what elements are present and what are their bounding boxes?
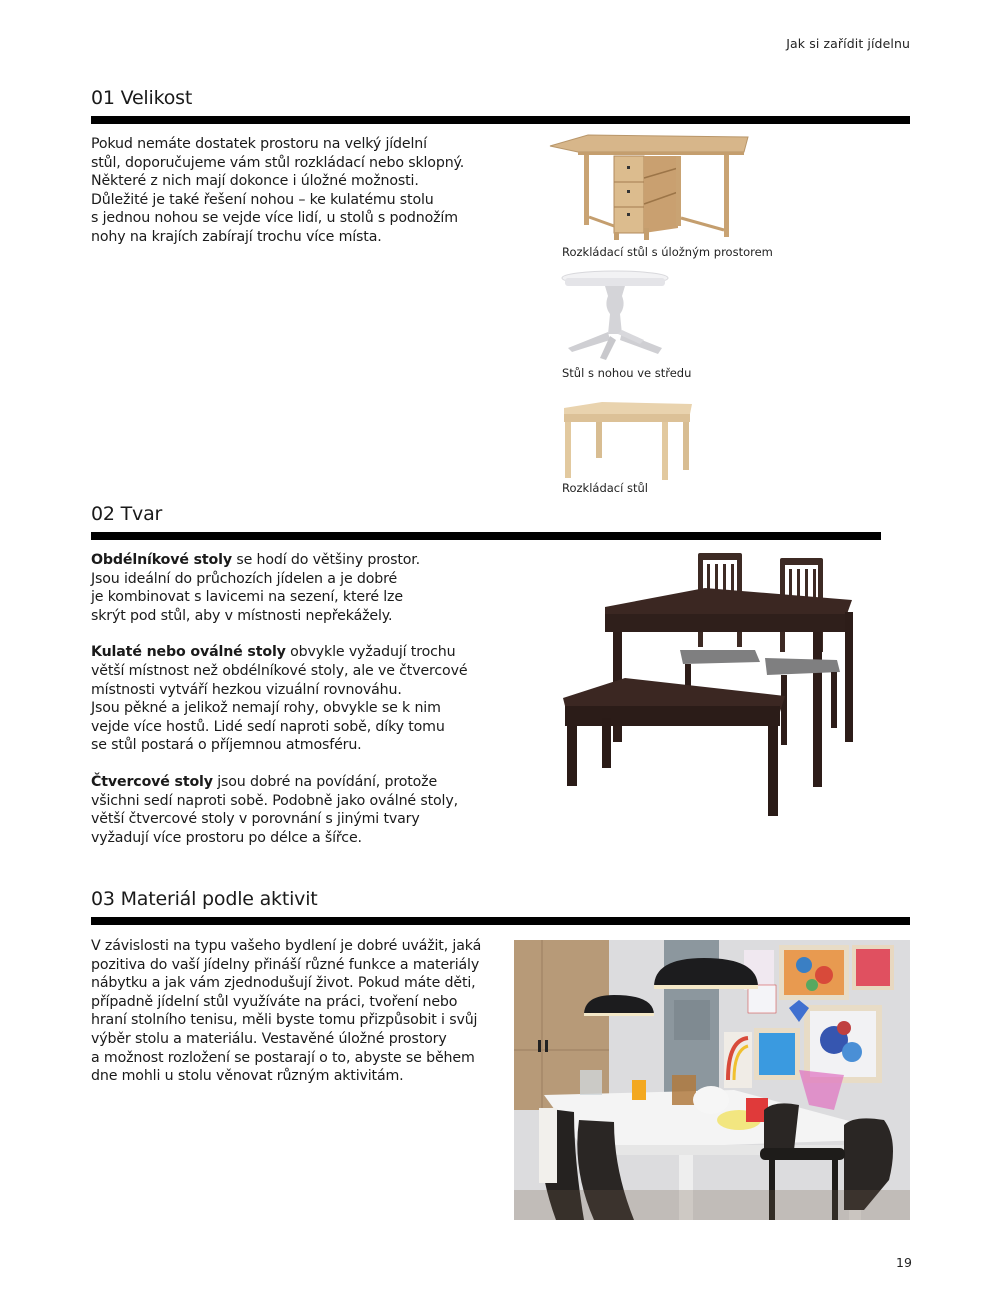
paragraph-rectangular-tables <box>91 551 467 625</box>
section-title-material: 03 Materiál podle aktivit <box>91 888 318 910</box>
body-line: V závislosti na typu vašeho bydlení je dobré uvážit, jaká <box>91 938 482 954</box>
body-line: Jsou ideální do průchozích jídelen a je dobré <box>91 570 398 587</box>
body-line: vejde více hostů. Lidé sedí naproti sobě, díky tomu <box>91 718 445 735</box>
body-line: Některé z nich mají dokonce i úložné možnosti. <box>91 173 419 190</box>
paragraph-square-tables <box>91 773 467 847</box>
section-body-velikost <box>91 135 464 247</box>
bold-term: Obdélníkové stoly <box>91 552 232 568</box>
body-line-rest: jsou dobré na povídání, protože <box>212 773 438 790</box>
body-line <box>91 551 467 570</box>
body-line: a možnost rozložení se postarají o to, abyste se během <box>91 1049 475 1066</box>
body-line: s jednou nohou se vejde více lidí, u stolů s podnožím <box>91 210 458 227</box>
section-body-material <box>91 937 481 1086</box>
extendable-table-icon <box>562 400 697 480</box>
body-line-rest: se hodí do většiny prostor. <box>231 552 421 568</box>
dining-room-photo-icon <box>514 940 910 1220</box>
body-line: větší čtvercové stoly v porovnání s jinými tvary <box>91 811 420 828</box>
dining-set-image <box>555 550 855 820</box>
body-line: výběr stolu a materiálu. Vestavěné úložné prostory <box>91 1030 447 1047</box>
image-caption: Stůl s nohou ve středu <box>562 366 692 380</box>
extendable-table-image <box>562 400 697 480</box>
bold-term: Čtvercové stoly <box>91 773 213 790</box>
body-line: případně jídelní stůl využíváte na práci, tvoření nebo <box>91 993 458 1010</box>
body-line: je kombinovat s lavicemi na sezení, které lze <box>91 589 403 606</box>
body-line <box>91 773 467 792</box>
running-header: Jak si zařídit jídelnu <box>786 36 910 51</box>
section-rule <box>91 532 881 540</box>
pedestal-table-icon <box>560 270 670 362</box>
body-line: pozitiva do vaší jídelny přináší různé funkce a materiály <box>91 956 480 973</box>
dining-set-icon <box>555 550 855 820</box>
body-line: všichni sedí naproti sobě. Podobně jako oválné stoly, <box>91 792 458 809</box>
body-line: nábytku a jak vám zjednodušují život. Pokud máte děti, <box>91 975 476 992</box>
section-title-tvar: 02 Tvar <box>91 503 163 525</box>
section-rule <box>91 917 910 925</box>
pedestal-table-image <box>560 270 670 362</box>
page-number: 19 <box>896 1255 912 1270</box>
body-line: nohy na krajích zabírají trochu více místa. <box>91 228 382 245</box>
image-caption: Rozkládací stůl <box>562 481 648 495</box>
section-title-velikost: 01 Velikost <box>91 87 193 109</box>
body-line: stůl, doporučujeme vám stůl rozkládací nebo sklopný. <box>91 154 465 171</box>
gateleg-table-image <box>548 132 758 242</box>
body-line: dne mohli u stolu věnovat různým aktivitám. <box>91 1068 404 1085</box>
section-body-tvar <box>91 551 467 865</box>
body-line: Pokud nemáte dostatek prostoru na velký jídelní <box>91 136 427 152</box>
body-line: Jsou pěkné a jelikož nemají rohy, obvykle se k nim <box>91 700 441 717</box>
body-line: Důležité je také řešení nohou – ke kulatému stolu <box>91 191 434 208</box>
body-line <box>91 643 467 662</box>
body-line-rest: obvykle vyžadují trochu <box>285 644 456 661</box>
body-line: místnosti vytváří hezkou vizuální rovnováhu. <box>91 681 402 698</box>
section-rule <box>91 116 910 124</box>
body-line: skrýt pod stůl, aby v místnosti nepřekážely. <box>91 607 393 624</box>
body-line: vyžadují více prostoru po délce a šířce. <box>91 829 362 846</box>
bold-term: Kulaté nebo oválné stoly <box>91 644 286 661</box>
gateleg-table-icon <box>548 132 758 242</box>
image-caption: Rozkládací stůl s úložným prostorem <box>562 245 773 259</box>
body-line: se stůl postará o příjemnou atmosféru. <box>91 737 362 754</box>
paragraph-round-tables <box>91 643 467 755</box>
body-line: větší místnost než obdélníkové stoly, ale ve čtvercové <box>91 662 468 679</box>
body-line: hraní stolního tenisu, měli byste tomu přizpůsobit i svůj <box>91 1012 478 1029</box>
dining-room-photo <box>514 940 910 1220</box>
